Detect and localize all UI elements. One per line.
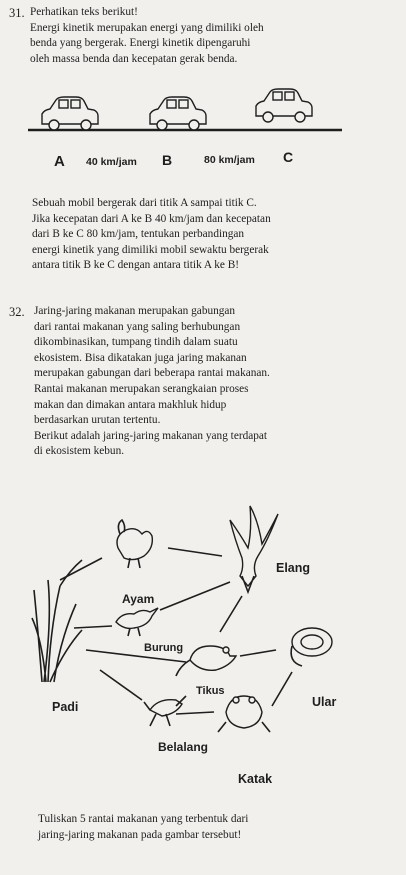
label-ular: Ular: [312, 695, 337, 709]
q31-intro-line: oleh massa benda dan kecepatan gerak benda.: [30, 52, 238, 65]
snake-icon: [291, 628, 332, 666]
link-tikus-elang: [220, 596, 242, 632]
car-icon: [150, 97, 206, 130]
food-web-links: [60, 548, 292, 714]
q31-question-line: Sebuah mobil bergerak dari titik A sampai titik C.: [32, 197, 257, 209]
q32-text-line: makan dan dimakan antara makhluk hidup: [34, 398, 227, 411]
q32-text-line: berdasarkan urutan tertentu.: [34, 414, 161, 427]
point-b-label: B: [162, 152, 173, 168]
label-katak: Katak: [238, 772, 273, 786]
food-web-figure: [30, 500, 380, 790]
car-icon: [42, 97, 98, 130]
q31-intro-line: benda yang bergerak. Energi kinetik dipengaruhi: [30, 37, 251, 50]
frog-icon: [218, 696, 270, 732]
question-32-text: [34, 304, 330, 460]
link-ayam-elang: [168, 548, 222, 556]
q32-question-line: jaring-jaring makanan pada gambar tersebut!: [38, 828, 242, 841]
q31-question-line: antara titik B ke C dengan antara titik A ke B!: [32, 259, 240, 272]
question-31-intro: [30, 5, 315, 67]
link-tikus-ular: [240, 650, 276, 656]
question-31-number: 31.: [9, 6, 25, 20]
rat-icon: [176, 646, 236, 676]
link-padi-burung: [74, 626, 112, 628]
q32-text-line: di ekosistem kebun.: [34, 445, 125, 458]
q31-question-line: Jika kecepatan dari A ke B 40 km/jam dan kecepatan: [32, 212, 271, 225]
question-32-number: 32.: [9, 305, 25, 319]
q32-text-line: Jaring-jaring makanan merupakan gabungan: [34, 305, 236, 317]
link-padi-belalang: [100, 670, 142, 700]
label-tikus: Tikus: [196, 685, 225, 697]
q32-text-line: dikombinasikan, tumpang tindih dalam suatu: [34, 336, 238, 349]
eagle-icon: [230, 506, 278, 592]
question-31-prompt: [32, 196, 324, 274]
q32-text-line: dari rantai makanan yang saling berhubungan: [34, 320, 241, 333]
label-burung: Burung: [144, 642, 184, 654]
bird-icon: [116, 608, 158, 636]
speed-ab-label: 40 km/jam: [86, 156, 137, 168]
grasshopper-icon: [144, 696, 186, 726]
q32-text-line: ekosistem. Bisa dikatakan juga jaring makanan: [34, 351, 247, 364]
q31-intro-line: Perhatikan teks berikut!: [30, 6, 138, 18]
q32-text-line: Rantai makanan merupakan serangkaian proses: [34, 382, 249, 395]
q32-text-line: merupakan gabungan dari beberapa rantai makanan.: [34, 367, 270, 380]
link-belalang-katak: [176, 712, 214, 714]
speed-bc-label: 80 km/jam: [204, 154, 255, 166]
car-icon: [256, 89, 312, 122]
label-elang: Elang: [276, 561, 311, 575]
question-32-prompt: [38, 812, 338, 843]
q32-text-line: Berikut adalah jaring-jaring makanan yang terdapat: [34, 429, 268, 442]
chicken-icon: [117, 520, 152, 568]
link-katak-ular: [272, 672, 292, 706]
car-motion-figure: [20, 86, 350, 176]
q31-question-line: energi kinetik yang dimiliki mobil sewaktu bergerak: [32, 243, 269, 256]
point-a-label: A: [54, 153, 65, 170]
label-belalang: Belalang: [158, 740, 209, 754]
q32-question-line: Tuliskan 5 rantai makanan yang terbentuk dari: [38, 813, 249, 825]
q31-question-line: dari B ke C 80 km/jam, tentukan perbandingan: [32, 228, 245, 241]
label-ayam: Ayam: [122, 592, 155, 606]
point-c-label: C: [283, 149, 294, 165]
link-burung-elang: [160, 582, 230, 610]
rice-plant-icon: [32, 560, 82, 682]
label-padi: Padi: [52, 700, 79, 714]
q31-intro-line: Energi kinetik merupakan energi yang dimiliki oleh: [30, 21, 264, 34]
